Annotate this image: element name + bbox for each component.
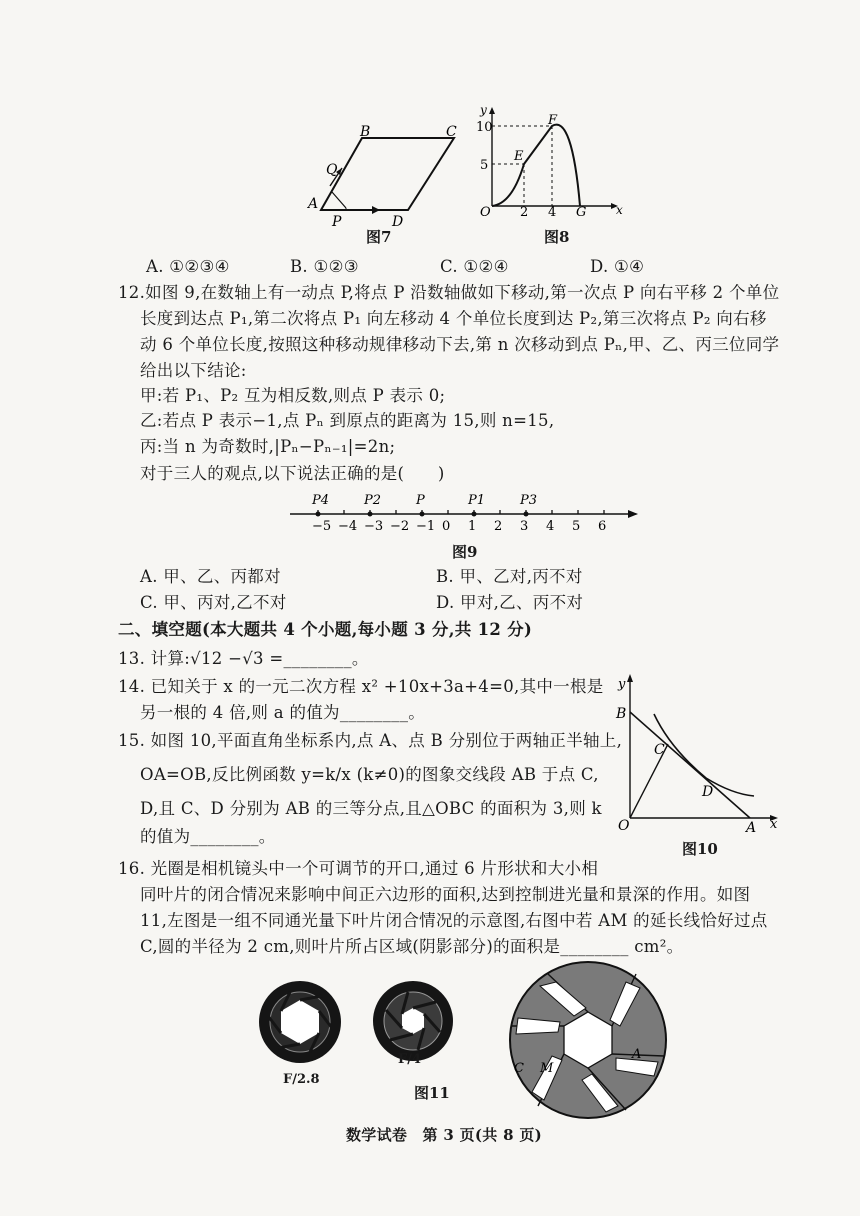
q12-line-7: 丙:当 n 为奇数时,|Pₙ−Pₙ₋₁|=2n; [140, 437, 396, 456]
number-line-tick-label: −3 [364, 519, 384, 534]
figure-10-graph [614, 670, 784, 845]
number-line-tick-label: −1 [416, 519, 436, 534]
fig8-tick-5: 5 [480, 158, 489, 173]
q16-line-4: C,圆的半径为 2 cm,则叶片所占区域(阴影部分)的面积是________ cm²。 [140, 937, 684, 956]
number-line-tick-label: −4 [338, 519, 358, 534]
number-line-point-label: P1 [468, 493, 486, 508]
q15-line-3: D,且 C、D 分别为 AB 的三等分点,且△OBC 的面积为 3,则 k [140, 799, 602, 818]
fig10-label-d: D [702, 784, 714, 800]
page-footer: 数学试卷 第 3 页(共 8 页) [346, 1126, 543, 1144]
number-line-point [472, 512, 477, 517]
figure-9-number-line [290, 488, 650, 534]
figure-7-caption: 图7 [366, 228, 392, 246]
fig7-label-q: Q [326, 162, 338, 178]
q12-option-d: D. 甲对,乙、丙不对 [436, 593, 584, 612]
fig10-label-a: A [746, 820, 757, 836]
fig8-label-f: F [548, 113, 558, 128]
fig8-label-g: G [576, 205, 587, 220]
fig7-label-c: C [446, 124, 457, 140]
q12-option-b: B. 甲、乙对,丙不对 [436, 567, 583, 586]
q14-line-1: 14. 已知关于 x 的一元二次方程 x² +10x+3a+4=0,其中一根是 [118, 677, 604, 696]
number-line-tick-label: −2 [390, 519, 410, 534]
q12-line-1: 12.如图 9,在数轴上有一动点 P,将点 P 沿数轴做如下移动,第一次点 P 向右平移 2 个单位 [118, 283, 780, 302]
number-line-point [524, 512, 529, 517]
q12-option-c: C. 甲、丙对,乙不对 [140, 593, 287, 612]
fig7-label-d: D [392, 214, 404, 230]
fig11-label-c: C [514, 1061, 524, 1076]
fig10-label-c: C [654, 742, 665, 758]
figure-8-caption: 图8 [544, 228, 570, 246]
fig7-label-a: A [308, 196, 319, 212]
number-line-tick-label: 5 [572, 519, 581, 534]
number-line-point [316, 512, 321, 517]
fig10-label-o: O [618, 818, 630, 834]
q12-line-2: 长度到达点 P₁,第二次将点 P₁ 向左移动 4 个单位长度到达 P₂,第三次将点 P₂ 向右移 [140, 309, 767, 328]
number-line-point-label: P [416, 493, 425, 508]
q12-line-5: 甲:若 P₁、P₂ 互为相反数,则点 P 表示 0; [140, 386, 446, 405]
fig8-label-y: y [480, 103, 487, 117]
figure-8-graph [476, 103, 626, 220]
number-line-point-label: P3 [520, 493, 538, 508]
number-line-tick-label: 2 [494, 519, 503, 534]
fig10-label-y: y [618, 677, 626, 692]
number-line-tick-label: −5 [312, 519, 332, 534]
fig8-tick-2: 2 [520, 205, 529, 220]
q11-option-d: D. ①④ [590, 257, 645, 276]
q16-line-2: 同叶片的闭合情况来影响中间正六边形的面积,达到控制进光量和景深的作用。如图 [140, 885, 751, 904]
q15-line-4: 的值为________。 [140, 827, 276, 846]
q15-line-1: 15. 如图 10,平面直角坐标系内,点 A、点 B 分别位于两轴正半轴上, [118, 731, 623, 750]
number-line-point-label: P4 [312, 493, 330, 508]
q12-option-a: A. 甲、乙、丙都对 [140, 567, 281, 586]
fig8-tick-10: 10 [476, 120, 493, 135]
q11-option-a: A. ①②③④ [146, 257, 230, 276]
figure-10-caption: 图10 [682, 840, 718, 858]
number-line-point [420, 512, 425, 517]
q16-line-3: 11,左图是一组不同通光量下叶片闭合情况的示意图,右图中若 AM 的延长线恰好过点 [140, 911, 768, 930]
fig8-label-e: E [514, 149, 524, 164]
q14-line-2: 另一根的 4 倍,则 a 的值为________。 [140, 703, 426, 722]
q12-line-3: 动 6 个单位长度,按照这种移动规律移动下去,第 n 次移动到点 Pₙ,甲、乙、丙三位同学 [140, 335, 780, 354]
fig11-label-m: M [540, 1061, 554, 1076]
figure-9-caption: 图9 [452, 543, 478, 561]
aperture-diagram [508, 960, 668, 1120]
number-line-tick-label: 4 [546, 519, 555, 534]
fig7-label-p: P [332, 214, 342, 230]
number-line-tick-label: 6 [598, 519, 607, 534]
q13: 13. 计算:√12 −√3 =________。 [118, 649, 369, 668]
number-line-point [368, 512, 373, 517]
q11-option-b: B. ①②③ [290, 257, 359, 276]
number-line-tick-label: 0 [442, 519, 451, 534]
number-line-point-label: P2 [364, 493, 382, 508]
q12-line-6: 乙:若点 P 表示−1,点 Pₙ 到原点的距离为 15,则 n=15, [140, 411, 555, 430]
q12-line-8: 对于三人的观点,以下说法正确的是( ) [140, 464, 445, 483]
fig10-label-b: B [616, 706, 627, 722]
aperture-f4-label: F/4 [398, 1052, 422, 1067]
fig7-label-b: B [360, 124, 371, 140]
aperture-f28-figure [258, 980, 342, 1064]
section-2-heading: 二、填空题(本大题共 4 个小题,每小题 3 分,共 12 分) [118, 620, 533, 639]
aperture-f4-figure [372, 980, 454, 1062]
fig8-label-x: x [616, 203, 623, 217]
number-line-tick-label: 1 [468, 519, 477, 534]
number-line-tick-label: 3 [520, 519, 529, 534]
figure-11-caption: 图11 [414, 1084, 450, 1102]
aperture-f28-label: F/2.8 [283, 1072, 320, 1087]
fig11-label-a: A [632, 1047, 642, 1062]
q16-line-1: 16. 光圈是相机镜头中一个可调节的开口,通过 6 片形状和大小相 [118, 859, 599, 878]
q12-line-4: 给出以下结论: [140, 361, 247, 380]
q11-option-c: C. ①②④ [440, 257, 509, 276]
figure-7-parallelogram [306, 122, 457, 230]
fig8-tick-4: 4 [548, 205, 557, 220]
q15-line-2: OA=OB,反比例函数 y=k/x (k≠0)的图象交线段 AB 于点 C, [140, 765, 599, 784]
fig10-label-x: x [770, 817, 778, 832]
fig8-label-o: O [480, 205, 491, 220]
